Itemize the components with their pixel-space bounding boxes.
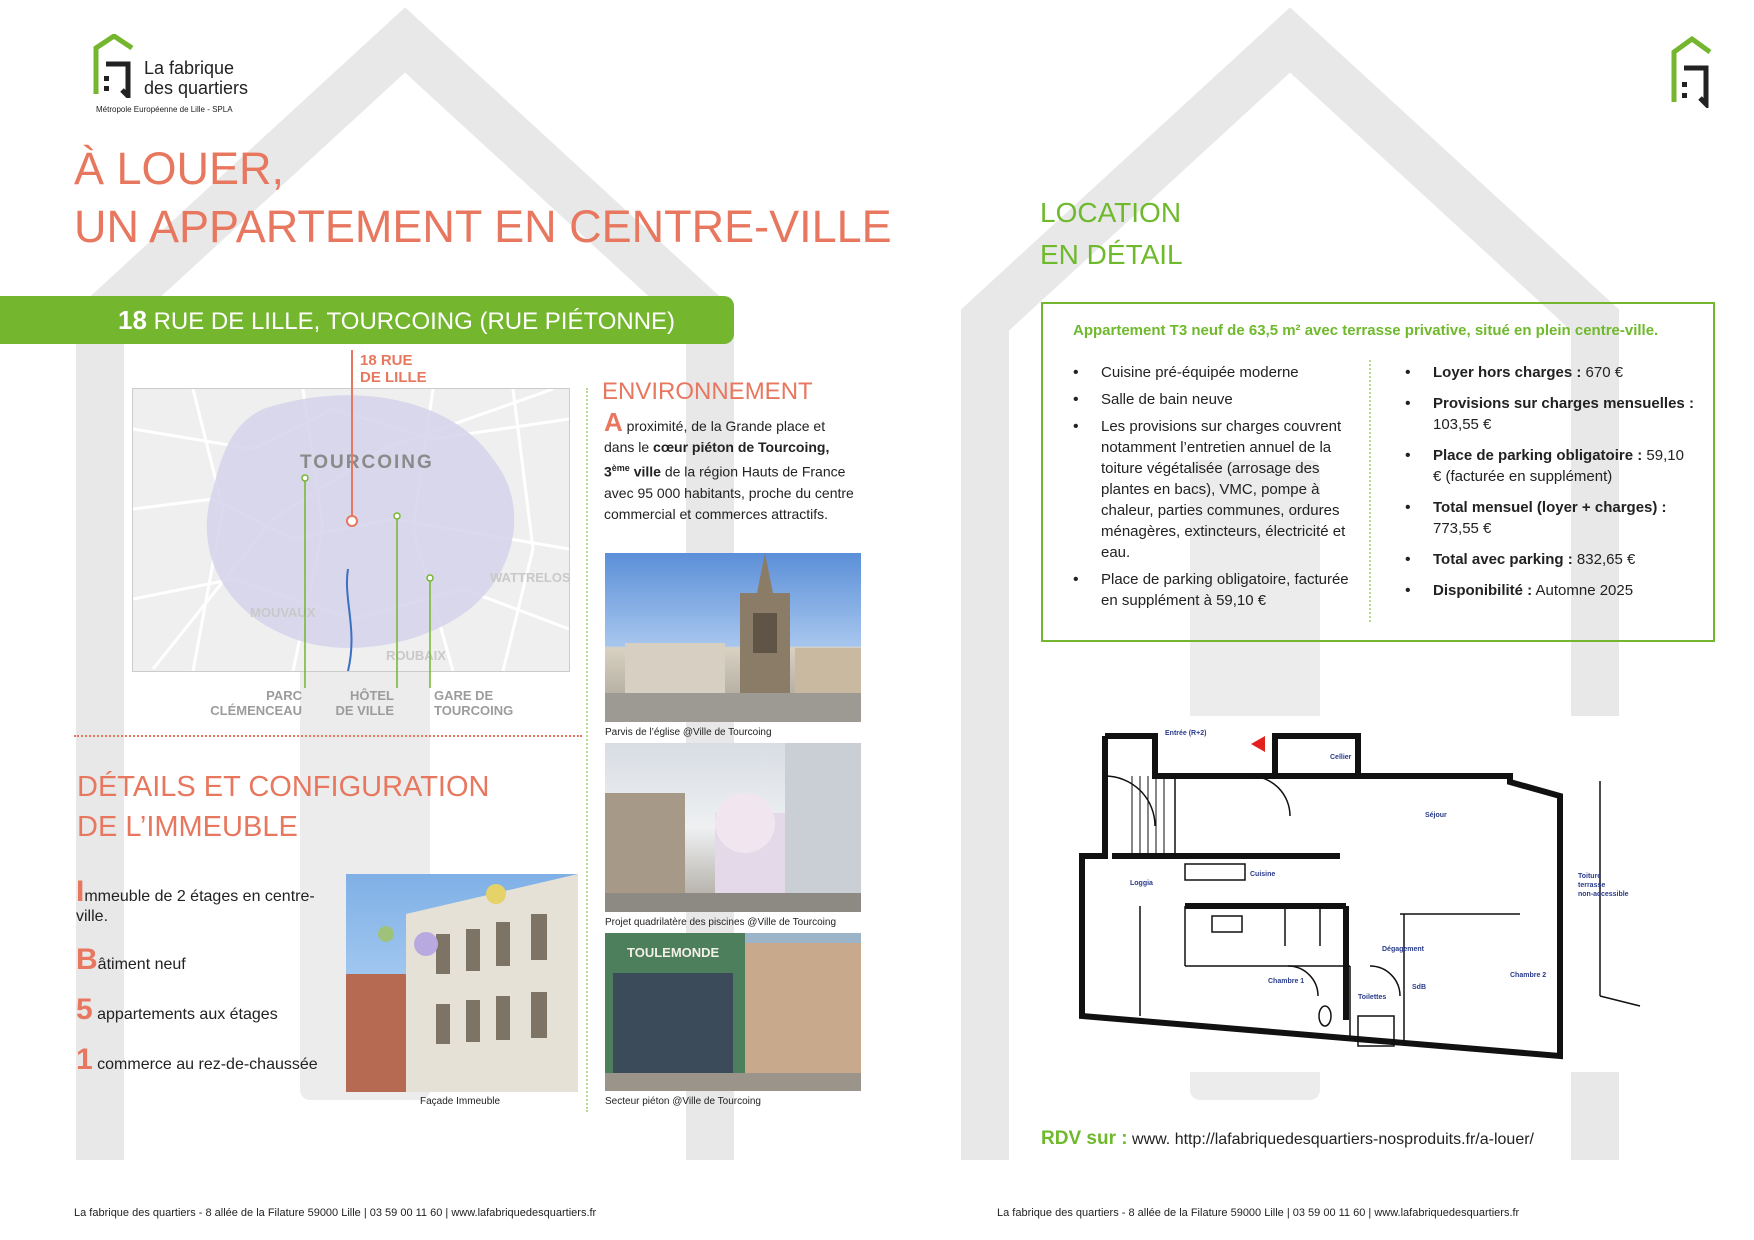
caption-facade: Façade Immeuble <box>420 1096 501 1107</box>
environment-sup: ème <box>611 463 630 473</box>
price-label: Total mensuel (loyer + charges) : <box>1433 499 1667 516</box>
price-label: Place de parking obligatoire : <box>1433 447 1643 464</box>
horizontal-divider <box>74 735 582 737</box>
detail-cap-3: 5 <box>76 993 93 1026</box>
detail-item-1 <box>76 875 326 927</box>
price-value: 832,65 € <box>1572 551 1636 568</box>
logo-subline: Métropole Européenne de Lille - SPLA <box>96 105 233 114</box>
price-value: 103,55 € <box>1433 416 1492 433</box>
plan-label-chambre2: Chambre 2 <box>1510 972 1547 979</box>
rdv-line <box>1041 1128 1534 1150</box>
plan-label-toiture <box>1578 872 1629 899</box>
poi-hotel-line2: DE VILLE <box>335 703 394 718</box>
map-pin-label-line1: 18 RUE <box>360 352 413 369</box>
price-label: Disponibilité : <box>1433 582 1533 599</box>
price-value: Automne 2025 <box>1532 582 1634 599</box>
plan-label-cuisine: Cuisine <box>1250 871 1276 878</box>
poi-parc-line2: CLÉMENCEAU <box>210 703 302 718</box>
photo-parvis <box>605 553 861 722</box>
detail-cap-1: I <box>76 875 85 908</box>
right-title <box>1040 192 1183 276</box>
footer-right: La fabrique des quartiers - 8 allée de la Filature 59000 Lille | 03 59 00 11 60 | www.lafabriquedesquartiers.fr <box>997 1207 1520 1219</box>
feature-item: • Cuisine pré-équipée moderne <box>1073 362 1353 383</box>
details-heading-line2: DE L’IMMEUBLE <box>77 811 298 843</box>
map-place-mouvaux: MOUVAUX <box>250 605 316 620</box>
box-divider <box>1369 360 1371 622</box>
photo-piscines <box>605 743 861 912</box>
logo-line1: La fabrique <box>144 58 235 78</box>
price-label: Loyer hors charges : <box>1433 364 1582 381</box>
plan-label-sdb: SdB <box>1412 984 1426 991</box>
plan-label-toilettes: Toilettes <box>1358 994 1387 1001</box>
environment-p2: de la région Hauts de France avec 95 000 habitants, proche du centre commercial et commerces attractifs. <box>604 463 854 522</box>
feature-item: • Salle de bain neuve <box>1073 389 1353 410</box>
map-pin-label <box>360 352 427 386</box>
environment-p1: proximité, de la Grande place et dans le <box>604 418 826 455</box>
floor-plan <box>1040 716 1715 1072</box>
address-text: RUE DE LILLE, TOURCOING (RUE PIÉTONNE) <box>146 308 676 335</box>
feature-item: • Les provisions sur charges couvrent notamment l’entretien annuel de la toiture végétalisée (arrosage des plantes en bacs), VMC, pompe à chaleur, parties communes, ordures ménagères, extincteurs, électricité et eau. <box>1073 416 1353 563</box>
detail-cap-4: 1 <box>76 1043 93 1076</box>
photo-facade <box>346 874 578 1092</box>
feature-list <box>1073 362 1353 617</box>
plan-toiture-line1: Toiture <box>1578 873 1602 880</box>
right-title-line2: EN DÉTAIL <box>1040 239 1183 270</box>
plan-toiture-line2: terrasse <box>1578 882 1606 889</box>
price-label: Total avec parking : <box>1433 551 1573 568</box>
price-item <box>1405 362 1695 383</box>
price-item <box>1405 549 1695 570</box>
rdv-url[interactable]: www. http://lafabriquedesquartiers-nosproduits.fr/a-louer/ <box>1127 1131 1534 1148</box>
detail-text-4: commerce au rez-de-chaussée <box>92 1056 318 1073</box>
plan-toiture-line3: non-accessible <box>1578 891 1629 898</box>
price-value: 773,55 € <box>1433 520 1492 537</box>
map-poi-parc <box>198 688 302 718</box>
house-logo-icon-right <box>1670 36 1714 108</box>
footer-left: La fabrique des quartiers - 8 allée de la Filature 59000 Lille | 03 59 00 11 60 | www.lafabriquedesquartiers.fr <box>74 1207 597 1219</box>
caption-piscines: Projet quadrilatère des piscines @Ville de Tourcoing <box>605 917 837 928</box>
price-item <box>1405 445 1695 487</box>
plan-label-entree: Entrée (R+2) <box>1165 730 1207 737</box>
price-item <box>1405 497 1695 539</box>
map-pin-label-line2: DE LILLE <box>360 369 427 386</box>
environment-p1-bold: cœur piéton de Tourcoing, 3 <box>604 439 830 480</box>
price-value: 59,10 € (facturée en supplément) <box>1433 447 1684 485</box>
poi-gare-line1: GARE DE <box>434 688 494 703</box>
poi-parc-line1: PARC <box>266 688 302 703</box>
detail-item-2 <box>76 943 186 976</box>
plan-label-cellier: Cellier <box>1330 754 1352 761</box>
detail-item-4 <box>76 1043 318 1076</box>
map-place-wattrelos: WATTRELOS <box>490 570 571 585</box>
box-headline: Appartement T3 neuf de 63,5 m² avec terrasse privative, situé en plein centre-ville. <box>1073 322 1659 339</box>
environment-heading: ENVIRONNEMENT <box>602 378 813 405</box>
rdv-label: RDV sur : <box>1041 1128 1128 1149</box>
feature-item: • Place de parking obligatoire, facturée en supplément à 59,10 € <box>1073 569 1353 611</box>
detail-text-2: âtiment neuf <box>97 956 186 973</box>
plan-label-loggia: Loggia <box>1130 880 1153 887</box>
map-city: TOURCOING <box>300 452 434 473</box>
detail-cap-2: B <box>76 943 98 976</box>
details-heading <box>77 767 490 847</box>
title-line1: À LOUER, <box>74 143 285 194</box>
poi-gare-line2: TOURCOING <box>434 703 514 718</box>
map-place-roubaix: ROUBAIX <box>386 648 446 663</box>
title-line2: UN APPARTEMENT EN CENTRE-VILLE <box>74 201 892 252</box>
price-label: Provisions sur charges mensuelles : <box>1433 395 1694 412</box>
details-box <box>1041 302 1715 642</box>
price-item <box>1405 580 1695 601</box>
plan-label-degagement: Dégagement <box>1382 946 1425 953</box>
plan-label-sejour: Séjour <box>1425 812 1447 819</box>
vertical-divider <box>586 388 588 1112</box>
plan-label-chambre1: Chambre 1 <box>1268 978 1305 985</box>
address-number: 18 <box>118 305 147 335</box>
price-item <box>1405 393 1695 435</box>
map-poi-gare <box>434 688 534 718</box>
caption-parvis: Parvis de l’église @Ville de Tourcoing <box>605 727 772 738</box>
price-list <box>1405 362 1695 611</box>
photo-pieton <box>605 933 861 1091</box>
price-value: 670 € <box>1581 364 1624 381</box>
detail-item-3 <box>76 993 278 1026</box>
environment-text <box>604 407 858 525</box>
caption-pieton: Secteur piéton @Ville de Tourcoing <box>605 1096 761 1107</box>
logo-line2: des quartiers <box>144 78 249 98</box>
detail-text-3: appartements aux étages <box>92 1006 278 1023</box>
shop-sign: TOULEMONDE <box>627 945 720 960</box>
environment-p1-bold2: ville <box>629 463 661 480</box>
right-title-line1: LOCATION <box>1040 197 1182 228</box>
detail-text-1: mmeuble de 2 étages en centre-ville. <box>76 888 315 925</box>
poi-hotel-line1: HÔTEL <box>349 688 394 703</box>
map-poi-hotel <box>330 688 394 718</box>
environment-dropcap: A <box>604 407 623 437</box>
details-heading-line1: DÉTAILS ET CONFIGURATION <box>77 771 490 803</box>
